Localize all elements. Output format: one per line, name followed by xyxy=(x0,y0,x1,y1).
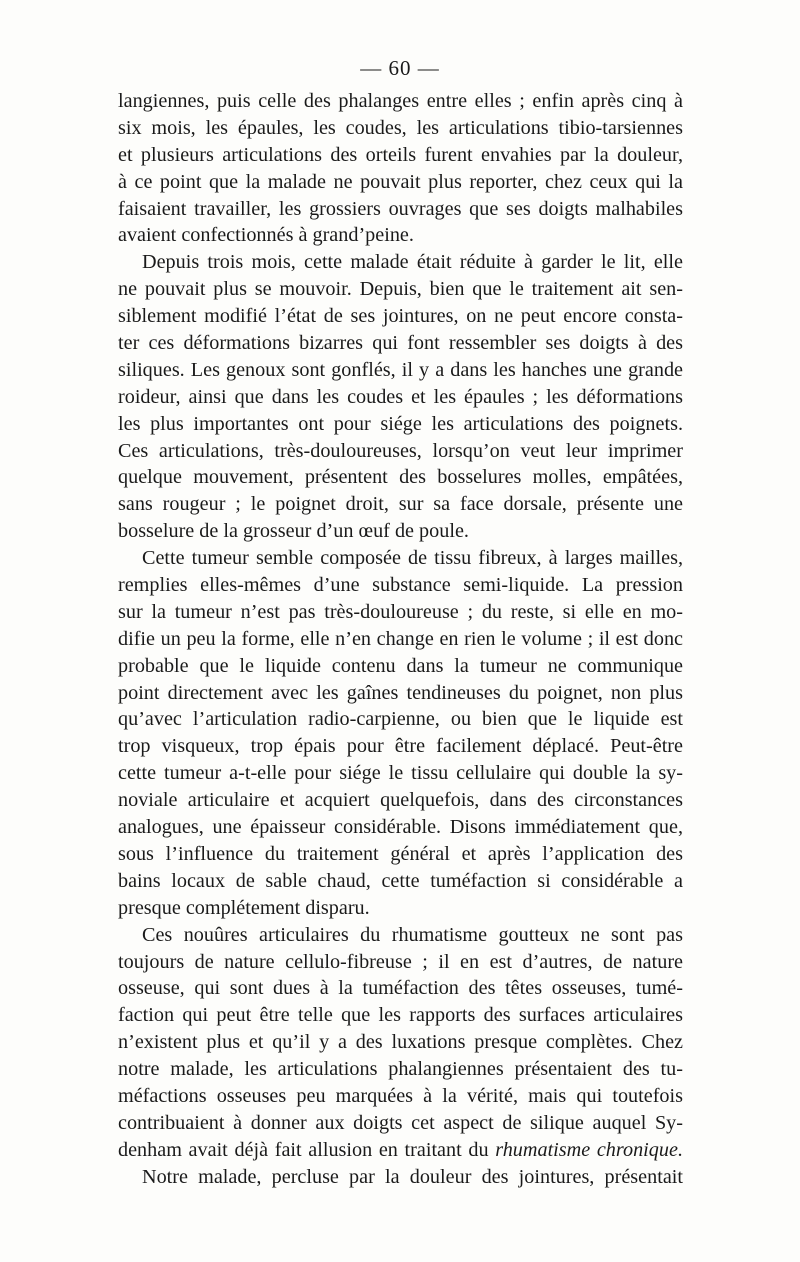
text-line xyxy=(118,975,683,1002)
text-line-content: osseuse, qui sont dues à la tuméfaction des têtes osseuses, tumé- xyxy=(118,977,683,1000)
text-line-content: roideur, ainsi que dans les coudes et les épaules ; les déformations xyxy=(118,385,683,408)
text-line xyxy=(118,491,683,518)
text-line-content: n’existent plus et qu’il y a des luxations presque complètes. Chez xyxy=(118,1031,683,1054)
text-line-content: bains locaux de sable chaud, cette tuméfaction si considérable a xyxy=(118,869,683,892)
text-line xyxy=(118,1029,683,1056)
text-line xyxy=(118,706,683,733)
text-line xyxy=(118,115,683,142)
text-line xyxy=(118,572,683,599)
text-line xyxy=(118,1137,683,1164)
text-line-content: sur la tumeur n’est pas très-douloureuse ; du reste, si elle en mo- xyxy=(118,600,683,623)
text-line-content: Ces articulations, très-douloureuses, lorsqu’on veut leur imprimer xyxy=(118,439,683,462)
text-line xyxy=(118,1002,683,1029)
text-line xyxy=(118,249,683,276)
text-line xyxy=(118,1110,683,1137)
text-line xyxy=(118,276,683,303)
text-line xyxy=(118,384,683,411)
text-line-content: contribuaient à donner aux doigts cet aspect de silique auquel Sy- xyxy=(118,1111,683,1134)
text-line-content: notre malade, les articulations phalangiennes présentaient des tu- xyxy=(118,1058,683,1081)
text-line xyxy=(118,518,683,545)
text-line xyxy=(118,545,683,572)
text-line-content: Depuis trois mois, cette malade était réduite à garder le lit, elle xyxy=(142,251,683,274)
text-line-content: méfactions osseuses peu marquées à la vérité, mais qui toutefois xyxy=(118,1084,683,1107)
text-line xyxy=(118,196,683,223)
text-line xyxy=(118,653,683,680)
text-line-content: Notre malade, percluse par la douleur des jointures, présentait xyxy=(142,1165,683,1188)
text-line-content: avaient confectionnés à grand’peine. xyxy=(118,224,414,247)
text-line-content: remplies elles-mêmes d’une substance semi-liquide. La pression xyxy=(118,574,683,597)
text-line xyxy=(118,895,683,922)
text-line-content: trop visqueux, trop épais pour être facilement déplacé. Peut-être xyxy=(118,735,683,758)
text-line-content: ter ces déformations bizarres qui font ressembler ses doigts à des xyxy=(118,332,683,355)
text-line-content: et plusieurs articulations des orteils furent envahies par la douleur, xyxy=(118,143,683,166)
text-line-content: Cette tumeur semble composée de tissu fibreux, à larges mailles, xyxy=(142,547,683,570)
text-line xyxy=(118,626,683,653)
text-line-content: faisaient travailler, les grossiers ouvrages que ses doigts malhabiles xyxy=(118,197,683,220)
text-line-content: six mois, les épaules, les coudes, les articulations tibio-tarsiennes xyxy=(118,116,683,139)
text-line xyxy=(118,680,683,707)
text-line xyxy=(118,411,683,438)
text-line xyxy=(118,169,683,196)
text-line-content: les plus importantes ont pour siége les articulations des poignets. xyxy=(118,412,683,435)
text-line xyxy=(118,303,683,330)
text-line xyxy=(118,142,683,169)
text-line xyxy=(118,787,683,814)
text-line xyxy=(118,868,683,895)
text-line-content: siliques. Les genoux sont gonflés, il y a dans les hanches une grande xyxy=(118,358,683,381)
text-line xyxy=(118,222,683,249)
text-line-content: langiennes, puis celle des phalanges entre elles ; enfin après cinq à xyxy=(118,90,683,112)
text-line xyxy=(118,330,683,357)
text-line xyxy=(118,357,683,384)
text-line-content: difie un peu la forme, elle n’en change en rien le volume ; il est donc xyxy=(118,627,683,650)
text-line-content: quelque mouvement, présentent des bosselures molles, empâtées, xyxy=(118,466,683,489)
text-line xyxy=(118,464,683,491)
text-line-content: point directement avec les gaînes tendineuses du poignet, non plus xyxy=(118,681,683,704)
text-line-content: cette tumeur a-t-elle pour siége le tissu cellulaire qui double la sy- xyxy=(118,762,683,785)
text-line-content: faction qui peut être telle que les rapports des surfaces articulaires xyxy=(118,1004,683,1027)
text-line-content: noviale articulaire et acquiert quelquefois, dans des circonstances xyxy=(118,789,683,812)
text-line-content: à ce point que la malade ne pouvait plus reporter, chez ceux qui la xyxy=(118,170,683,193)
italic-phrase: rhumatisme chronique. xyxy=(495,1138,683,1161)
text-line-content: analogues, une épaisseur considérable. Disons immédiatement que, xyxy=(118,816,683,839)
text-line-content: sans rougeur ; le poignet droit, sur sa face dorsale, présente une xyxy=(118,493,683,516)
text-line-content: ne pouvait plus se mouvoir. Depuis, bien que le traitement ait sen- xyxy=(118,278,683,301)
text-line-content: siblement modifié l’état de ses jointures, on ne peut encore consta- xyxy=(118,305,683,328)
text-line xyxy=(118,814,683,841)
text-line-content: Ces nouûres articulaires du rhumatisme goutteux ne sont pas xyxy=(142,923,683,946)
text-line-content: toujours de nature cellulo-fibreuse ; il en est d’autres, de nature xyxy=(118,950,683,973)
text-line-content: qu’avec l’articulation radio-carpienne, ou bien que le liquide est xyxy=(118,708,683,731)
body-text xyxy=(118,88,683,1191)
text-line xyxy=(118,1056,683,1083)
text-line-content: denham avait déjà fait allusion en traitant du xyxy=(118,1138,496,1161)
text-line xyxy=(118,760,683,787)
text-line xyxy=(118,1083,683,1110)
text-line xyxy=(118,1164,683,1191)
text-line xyxy=(118,949,683,976)
text-line xyxy=(118,88,683,115)
text-line xyxy=(118,599,683,626)
text-line xyxy=(118,922,683,949)
page-number: — 60 — xyxy=(360,56,440,80)
text-line-content: bosselure de la grosseur d’un œuf de poule. xyxy=(118,520,469,543)
text-line xyxy=(118,733,683,760)
text-line-content: sous l’influence du traitement général et après l’application des xyxy=(118,842,683,865)
text-line-content: probable que le liquide contenu dans la tumeur ne communique xyxy=(118,654,683,677)
text-line-content: presque complétement disparu. xyxy=(118,896,370,919)
text-line xyxy=(118,438,683,465)
text-line xyxy=(118,841,683,868)
